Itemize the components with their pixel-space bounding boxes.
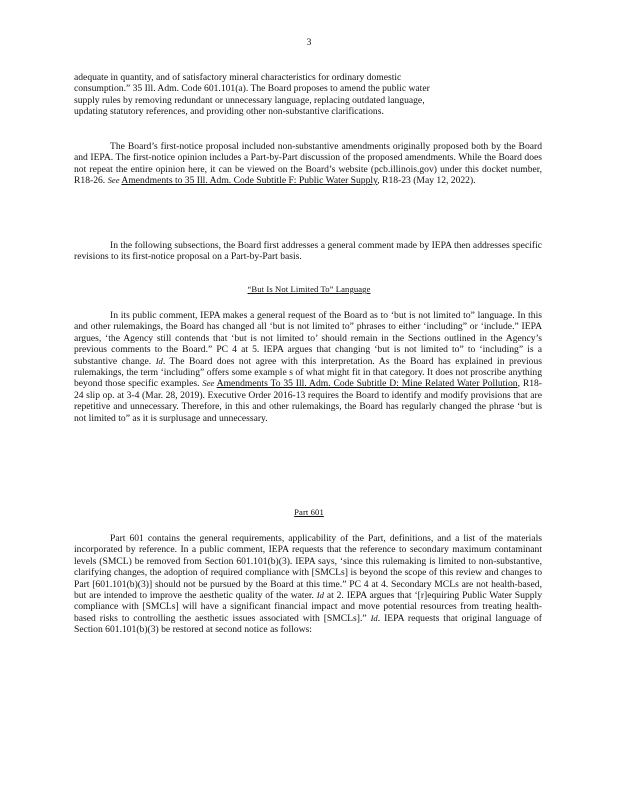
paragraph-text: at 2. IEPA argues that ‘[r]equiring Public Water Supply compliance with [SMCLs] will have a significant financial impact and move potential resources from treating health-based risks to controlling the aesthetic issues associated with [SMCLs].” — [74, 590, 542, 624]
paragraph-but-not-limited — [74, 310, 542, 424]
paragraph-subsections — [74, 240, 542, 263]
paragraph-text: The Board’s first-notice proposal included non-substantive amendments originally proposed both by the Board and IEPA. The first-notice opinion includes a Part-by-Part discussion of the proposed amendments. While the Board does not repeat the entire opinion here, it can be viewed on the Board’s website (pcb.illinois.gov) under this docket number, R18-26. — [74, 141, 542, 187]
see-signal: See — [202, 378, 215, 389]
section-heading-part-601 — [0, 507, 618, 518]
heading-text: Part 601 — [294, 507, 324, 517]
paragraph-text: In the following subsections, the Board first addresses a general comment made by IEPA then addresses specific revisions to its first-notice proposal on a Part-by-Part basis. — [74, 240, 542, 263]
text-line: updating statutory references, and providing other non-substantive clarifications. — [74, 106, 384, 118]
id-signal: Id — [370, 612, 378, 623]
paragraph-first-notice — [74, 141, 542, 187]
text-line: consumption.” 35 Ill. Adm. Code 601.101(a). The Board proposes to amend the public water — [74, 83, 430, 95]
paragraph-text: , R18-23 (May 12, 2022). — [377, 175, 476, 187]
heading-text: “But Is Not Limited To” Language — [247, 284, 371, 294]
case-citation-link[interactable]: Amendments to 35 Ill. Adm. Code Subtitle F: Public Water Supply — [121, 175, 378, 187]
id-signal: Id — [316, 590, 324, 601]
see-signal: See — [107, 175, 120, 186]
paragraph-text: Part 601 contains the general requirements, applicability of the Part, definitions, and a list of the materials incorporated by reference. In a public comment, IEPA requests that the reference to secondary maximum contaminant levels (SMCL) be removed from Section 601.101(b)(3). IEPA says, ‘since this rulemaking is limited to non-substantive, clarifying changes, the adoption of required compliance with [SMCLs] is beyond the scope of this review and changes to Part [601.101(b)(3)] should not be pursued by the Board at this time.” PC 4 at 4. Secondary MCLs are not health-based, but are intended to improve the aesthetic quality of the water. — [74, 533, 542, 602]
text-line: supply rules by removing redundant or unnecessary language, replacing outdated language, — [74, 94, 425, 106]
paragraph-text: . IEPA requests that original language of Section 601.101(b)(3) be restored at second notice as follows: — [74, 612, 542, 636]
section-heading-but-not-limited — [0, 284, 618, 295]
paragraph-text: In its public comment, IEPA makes a general request of the Board as to ‘but is not limited to” language. In this and other rulemakings, the Board has changed all ‘but is not limited to” phrases to either ‘including” or ‘include.” IEPA argues, ‘the Agency still contends that ‘but is not limited to’ should remain in the Sections outlined in the Agency’s previous comments to the Board.” PC 4 at 5. IEPA argues that changing ‘but is not limited to” to ‘including” is a substantive change. — [74, 310, 542, 367]
paragraph-text: . The Board does not agree with this interpretation. As the Board has explained in previous rulemakings, the term ‘including” offers some example s of what might fit in that category. It does not proscribe anything beyond those specific examples. — [74, 355, 542, 390]
id-signal: Id — [155, 355, 163, 366]
case-citation-link[interactable]: Amendments To 35 Ill. Adm. Code Subtitle D: Mine Related Water Pollution — [216, 378, 518, 390]
page-number: 3 — [306, 37, 312, 48]
paragraph-part-601 — [74, 533, 542, 636]
paragraph-intro-continuation — [74, 72, 542, 118]
paragraph-text: , R18-24 slip op. at 3-4 (Mar. 28, 2019). Executive Order 2016-13 requires the Board to identify and modify provisions that are repetitive and unnecessary. Therefore, in this and other rulemakings, the Board has regularly changed the phrase ‘but is not limited to” as it is surplusage and unnecessary. — [74, 378, 543, 424]
text-line: adequate in quantity, and of satisfactory mineral characteristics for ordinary domestic — [74, 72, 402, 83]
